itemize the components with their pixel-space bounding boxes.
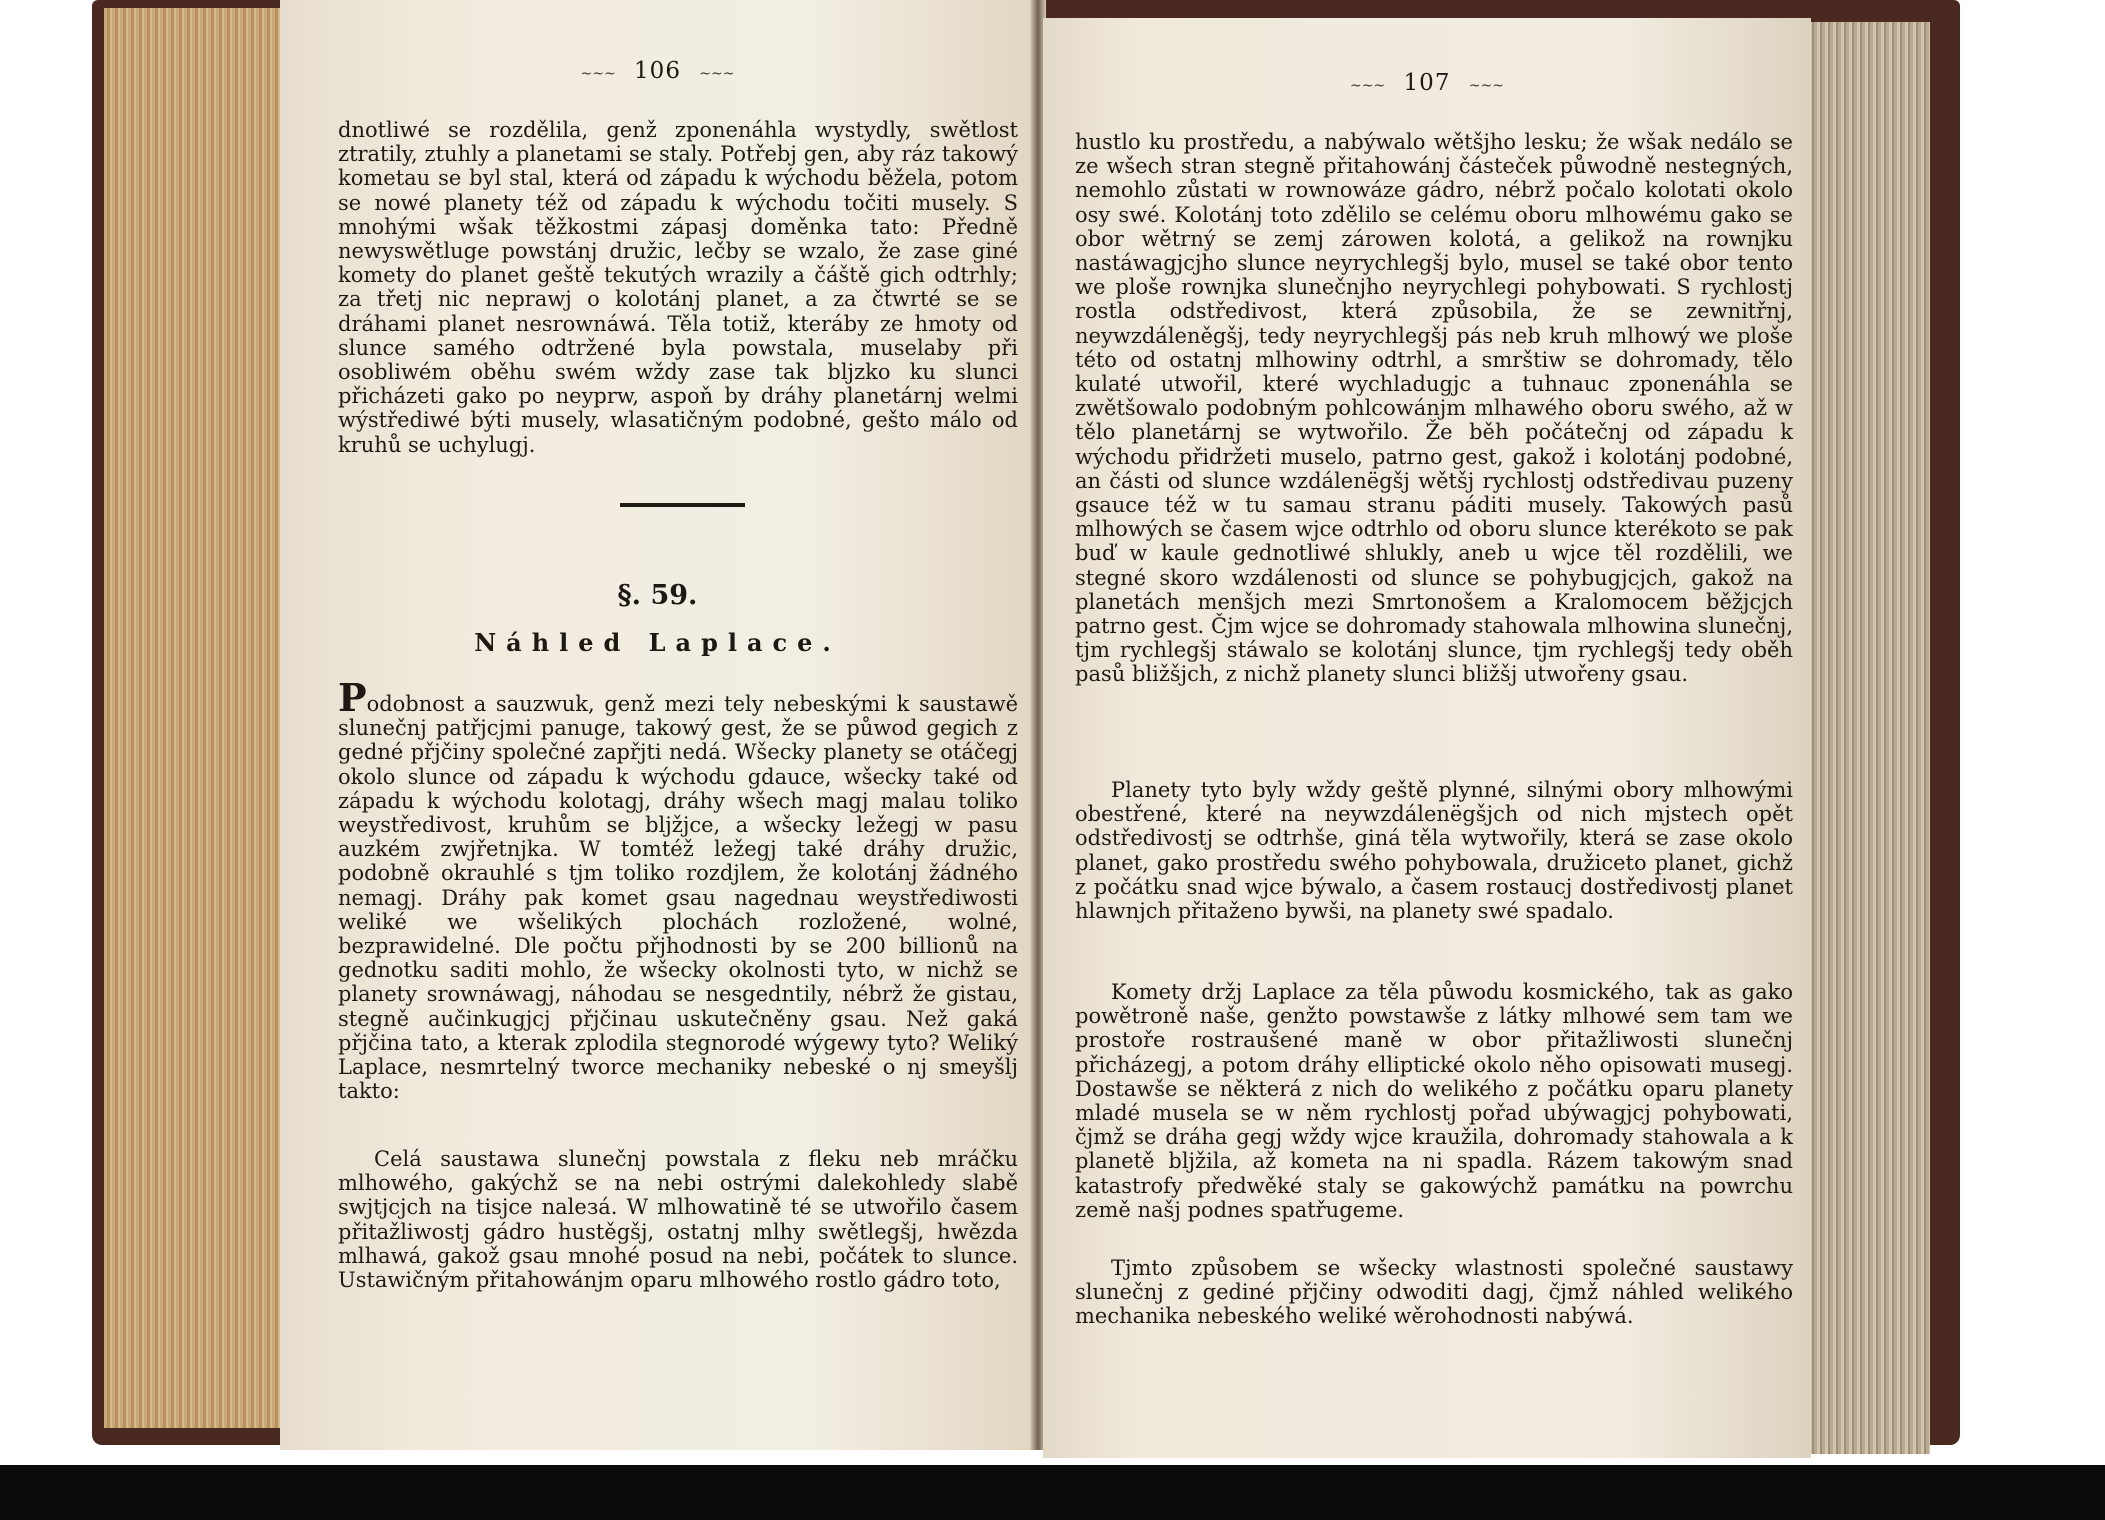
paragraph-text: Tjmto způsobem se wšecky wlastnosti společné saustawy slunečnj z gediné přjčiny odwoditi dagj, čjmž náhled welikého mechanika nebeského weliké wěrohodnosti nabýwá. bbox=[1075, 1256, 1793, 1329]
paragraph-text: Celá saustawa slunečnj powstala z fleku neb mráčku mlhowého, gakýchž se na nebi ostrými dalekohledy slabě swjtjcjch na tisjce naleзá. W mlhowatině té se utwořilo časem přitažliwostj gádro hustěgšj, ostatnj mlhy swětlegšj, hwězda mlhawá, gakož gsau mnohé posud na nebi, počátek to slunce. Ustawičným přitahowánjm oparu mlhowého rostlo gádro toto, bbox=[338, 1147, 1018, 1293]
paragraph-1 bbox=[1075, 130, 1793, 687]
header-ornament-right: ~~~ bbox=[699, 66, 735, 82]
paragraph-2 bbox=[1075, 778, 1793, 923]
paragraph-text: Planety tyto byly wždy geště plynné, silnými obory mlhowými obestřené, které na neywzdálenëgšjch od nich mjstech opět odstředivostj se odtrhše, giná těla wytwořily, která se zase okolo planet, gako prostředu swého pohybowala, družiceto planet, gichž z počátku snad wjce býwalo, a časem rostaucj dostředivostj planet hlawnjch přitaženo bywši, na planety swé spadalo. bbox=[1075, 778, 1793, 924]
page-number: 106 bbox=[634, 58, 681, 84]
scanner-background bbox=[0, 1465, 2105, 1520]
paragraph-intro bbox=[338, 118, 1018, 457]
section-divider-rule bbox=[620, 503, 745, 507]
header-ornament-right: ~~~ bbox=[1468, 78, 1504, 94]
header-ornament-left: ~~~ bbox=[1350, 78, 1386, 94]
paragraph-laplace bbox=[338, 675, 1018, 1104]
right-page-edges bbox=[1790, 22, 1930, 1454]
left-page bbox=[280, 0, 1035, 1450]
right-page bbox=[1043, 18, 1811, 1458]
paragraph-4 bbox=[1075, 1256, 1793, 1329]
page-number: 107 bbox=[1403, 70, 1451, 96]
paragraph-3 bbox=[1075, 980, 1793, 1222]
section-number: §. 59. bbox=[617, 580, 698, 611]
page-header bbox=[1043, 70, 1811, 104]
paragraph-text: hustlo ku prostředu, a nabýwalo wětšjho lesku; že wšak nedálo se ze wšech stran stegně přitahowánj částeček půwodně nestegných, nemohlo zůstati w rownowáze gádro, nébrž počalo kolotati okolo osy swé. Kolotánj toto zdělilo se celému oboru mlhowému gako se obor wětrný se zemj zárowen kolotá, a gelikož na rownjku nastáwagjcjho slunce neyrychlegšj bylo, musel se také obor tento we ploše rownjka slunečnjho neyrychlegi pohybowati. S rychlostj rostla odstředivost, která způsobila, že se zewnitřnj, neywzdáleněgšj, tedy neyrychlegšj pás neb kruh mlhowý we ploše této od ostatnj mlhowiny odtrhl, a smrštiw se dohromady, tělo kulaté utwořil, které wychladugjc a tuhnauc zponenáhla se zwětšowalo podobným pohlcowánjm mlhawého oboru swého, až w tělo planetárnj se wytwořilo. Že běh počátečnj od západu k wýchodu přidržeti muselo, patrno gest, gakož i kolotánj podobné, an části od slunce wzdálenëgšj wětšj rychlostj odstředivau puzeny gsauce též w tu samau stranu páditi musely. Takowých pasů mlhowých se časem wjce odtrhlo od oboru slunce kterékoto se pak buď w kaule gednotliwé shlukly, aneb u wjce těl rozdělili, we stegné skoro wzdálenosti od slunce se pohybugjcjch, gakož na planetách menšjch mezi Smrtonošem a Kralomocem běžjcjch patrno gest. Čjm wjce se dohromady stahowala mlhowina slunečnj, tjm rychlegšj stáwalo se kolotánj slunce, tjm rychlegšj tedy oběh pasů bližšjch, z nichž planety slunci bližšj utwořeny gsau. bbox=[1075, 130, 1793, 687]
header-ornament-left: ~~~ bbox=[580, 66, 616, 82]
paragraph-cela bbox=[338, 1147, 1018, 1292]
section-title: Náhled Laplace. bbox=[474, 628, 841, 657]
paragraph-text: Komety držj Laplace za těla půwodu kosmického, tak as gako powětroně naše, genžto powstawše z látky mlhowé sem tam we prostoře rostraušené maně w obor přitažliwosti slunečnj přicházegj, a potom dráhy elliptické okolo něho opisowati musegj. Dostawše se některá z nich do welikého z počátku oparu planety mladé musela se w něm rychlostj pořad ubýwagjcj pohybowati, čjmž se dráha gegj wždy wjce kraužila, dohromady stahowala a k planetě bljžila, až kometa na ni spadla. Rázem takowým snad katastrofy předwěké staly se gakowýchž památku na powrchu země našj podnes spatřugeme. bbox=[1075, 980, 1793, 1222]
left-page-edges bbox=[104, 8, 294, 1428]
paragraph-text: Podobnost a sauzwuk, genž mezi tely nebeskými k saustawě slunečnj patřjcjmi panuge, takowý gest, že se půwod gegich z gedné přjčiny společné zapřjti nedá. Wšecky planety se otáčegj okolo slunce od západu k wýchodu gdauce, wšecky také od západu k wýchodu kolotagj, dráhy wšech magj malau toliko weystředivost, kruhům se bljžjce, a wšecky ležegj w pasu auzkém zwjřetnjka. W tomtéž ležegj také dráhy družic, podobně okrauhlé s tjm toliko rozdjlem, že kolotánj žádného nemagj. Dráhy pak komet gsau nagednau weystřediwosti weliké we wšelikých plochách rozložené, wolné, bezprawidelné. Dle počtu přjhodnosti by se 200 billionů na gednotku saditi mohlo, že wšecky okolnosti tyto, w nichž se planety srownáwagj, náhodau se nesgedntily, nébrž že gistau, stegně aučinkugjcj přjčinau uskutečněny gsau. Než gaká přjčina tato, a kterak zplodila stegnorodé wýgewy tyto? Weliký Laplace, nesmrtelný tworce mechaniky nebeské o nj smeyšlj takto: bbox=[338, 675, 1018, 1104]
page-header bbox=[280, 58, 1035, 92]
paragraph-text: dnotliwé se rozdělila, genž zponenáhla wystydly, swětlost ztratily, ztuhly a planetami se staly. Potřebj gen, aby ráz takowý kometau se byl stal, která od západu k wýchodu běžela, potom se nowé planety též od západu k wýchodu točiti musely. S mnohými wšak těžkostmi zápasj doměnka tato: Předně newyswětluge powstánj družic, lečby se wzalo, že zase giné komety do planet geště tekutých wrazily a čáště gich odtrhly; za třetj nic neprawj o kolotánj planet, a za čtwrté se se dráhami planet nesrownáwá. Těla totiž, kteráby ze hmoty od slunce samého odtržené byla powstala, muselaby při osobliwém oběhu swém wždy zase tak bljzko ku slunci přicházeti gako po neyprw, aspoň by dráhy planetárnj welmi wýstřediwé býti musely, wlasatičným podobné, gešto málo od kruhů se uchylugj. bbox=[338, 118, 1018, 457]
